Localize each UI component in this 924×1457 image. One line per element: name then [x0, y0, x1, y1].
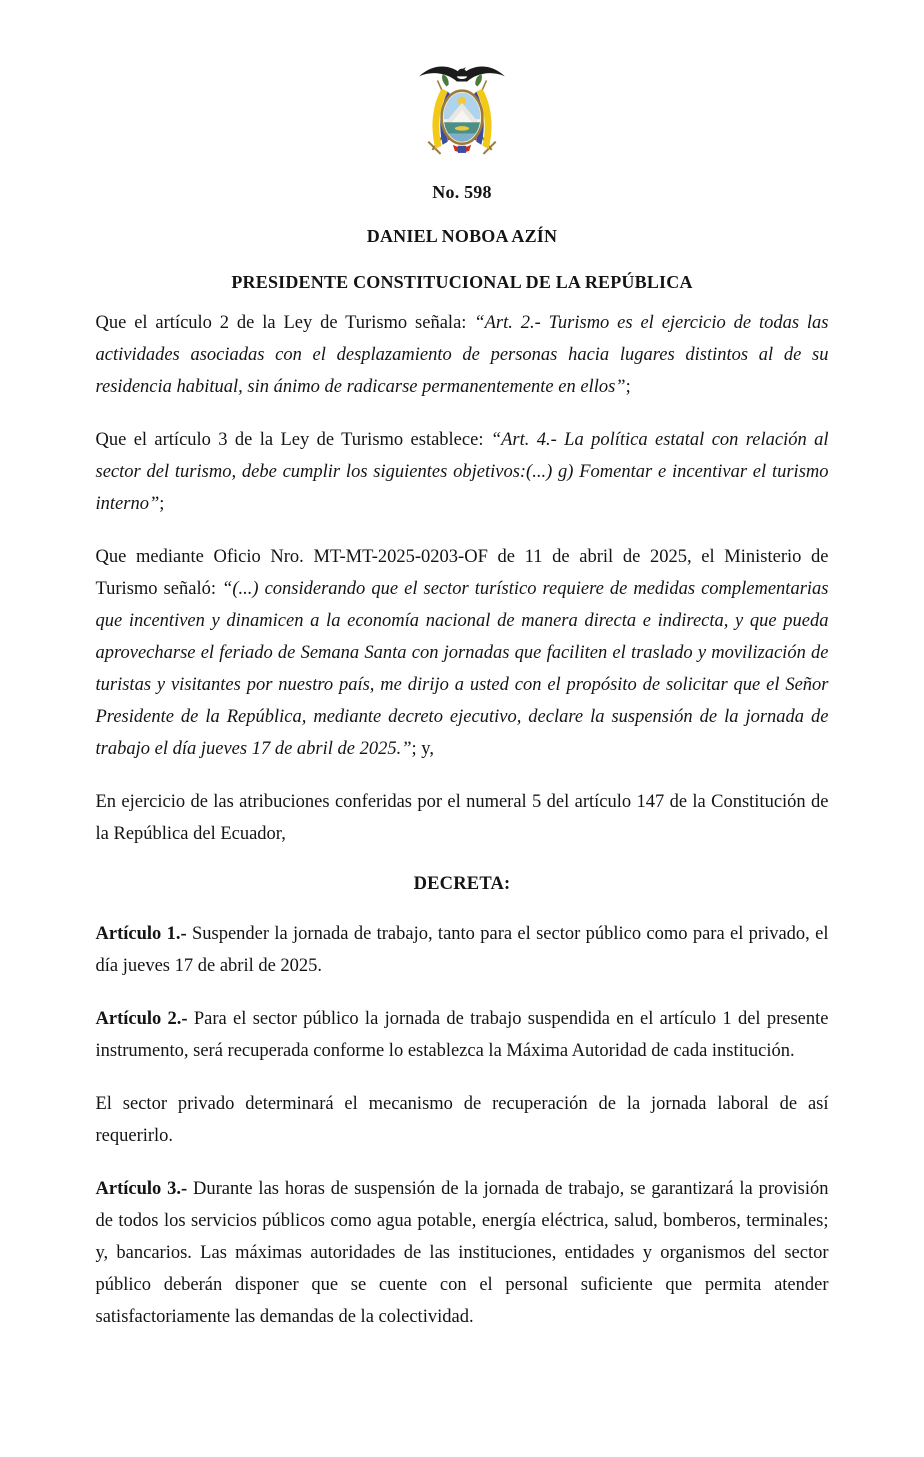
- decree-number: No. 598: [432, 182, 492, 202]
- considerando-paragraph-3: Que mediante Oficio Nro. MT-MT-2025-0203-OF de 11 de abril de 2025, el Ministerio de Turismo señaló: “(...) considerando que el sector turístico requiere de medidas complementarias que incentiven y dinamicen a la economía nacional de manera directa e indirecta, y que pueda aprovecharse el feriado de Semana Santa con jornadas que faciliten el traslado y movilización de turistas y visitantes por nuestro país, me dirijo a usted con el propósito de solicitar que el Señor Presidente de la República, mediante decreto ejecutivo, declare la suspensión de la jornada de trabajo el día jueves 17 de abril de 2025.”; y,: [95, 547, 829, 759]
- article-2-private-sector-paragraph: El sector privado determinará el mecanismo de recuperación de la jornada laboral de así requerirlo.: [95, 1094, 829, 1146]
- ecuador-coat-of-arms-graphic: [416, 60, 508, 156]
- ecuador-coat-of-arms: [0, 0, 924, 156]
- article-1-paragraph: Artículo 1.- Suspender la jornada de trabajo, tanto para el sector público como para el privado, el día jueves 17 de abril de 2025.: [95, 924, 829, 976]
- president-title: PRESIDENTE CONSTITUCIONAL DE LA REPÚBLICA: [231, 272, 693, 292]
- authority-clause-paragraph: En ejercicio de las atribuciones conferidas por el numeral 5 del artículo 147 de la Constitución de la República del Ecuador,: [95, 792, 829, 844]
- president-name: DANIEL NOBOA AZÍN: [366, 226, 558, 246]
- decree-heading: DECRETA:: [413, 874, 511, 894]
- article-3-paragraph: Artículo 3.- Durante las horas de suspensión de la jornada de trabajo, se garantizará la provisión de todos los servicios públicos como agua potable, energía eléctrica, salud, bomberos, terminales; y, bancarios. Las máximas autoridades de las instituciones, entidades y organismos del sector público deberán disponer que se cuente con el personal suficiente que permita atender satisfactoriamente las demandas de la colectividad.: [95, 1179, 829, 1327]
- considerando-paragraph-1: Que el artículo 2 de la Ley de Turismo señala: “Art. 2.- Turismo es el ejercicio de todas las actividades asociadas con el desplazamiento de personas hacia lugares distintos al de su residencia habitual, sin ánimo de radicarse permanentemente en ellos”;: [95, 313, 829, 397]
- decree-body: [96, 307, 829, 1333]
- article-2-paragraph: Artículo 2.- Para el sector público la jornada de trabajo suspendida en el artículo 1 del presente instrumento, será recuperada conforme lo establezca la Máxima Autoridad de cada institución.: [95, 1009, 829, 1061]
- considerando-paragraph-2: Que el artículo 3 de la Ley de Turismo establece: “Art. 4.- La política estatal con relación al sector del turismo, debe cumplir los siguientes objetivos:(...) g) Fomentar e incentivar el turismo interno”;: [95, 430, 829, 514]
